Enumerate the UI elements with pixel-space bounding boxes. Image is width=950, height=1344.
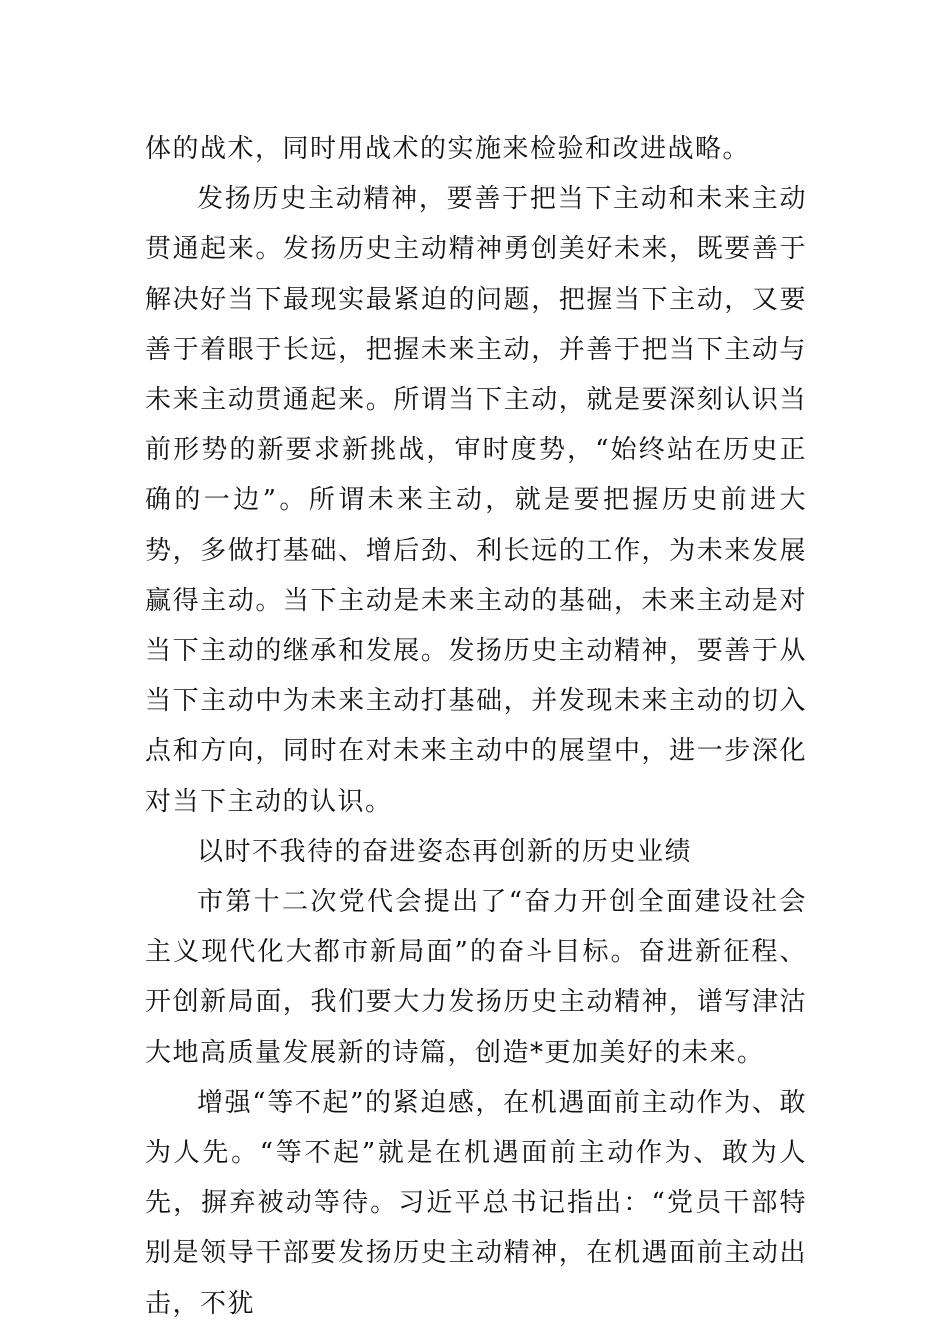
paragraph-2: 发扬历史主动精神，要善于把当下主动和未来主动贯通起来。发扬历史主动精神勇创美好未来，既要善于解决好当下最现实最紧迫的问题，把握当下主动，又要善于着眼于长远，把握未来主动，并善于把当下主动与未来主动贯通起来。所谓当下主动，就是要深刻认识当前形势的新要求新挑战，审时度势，“始终站在历史正确的一边”。所谓未来主动，就是要把握历史前进大势，多做打基础、增后劲、利长远的工作，为未来发展赢得主动。当下主动是未来主动的基础，未来主动是对当下主动的继承和发展。发扬历史主动精神，要善于从当下主动中为未来主动打基础，并发现未来主动的切入点和方向，同时在对未来主动中的展望中，进一步深化对当下主动的认识。 — [145, 184, 807, 817]
document-body — [145, 124, 807, 1329]
paragraph-4: 增强“等不起”的紧迫感，在机遇面前主动作为、敢为人先。“等不起”就是在机遇面前主动作为、敢为人先，摒弃被动等待。习近平总书记指出：“党员干部特别是领导干部要发扬历史主动精神，在机遇面前主动出击，不犹 — [145, 1087, 807, 1319]
section-heading: 以时不我待的奋进姿态再创新的历史业绩 — [197, 836, 693, 867]
paragraph-3: 市第十二次党代会提出了“奋力开创全面建设社会主义现代化大都市新局面”的奋斗目标。奋进新征程、开创新局面，我们要大力发扬历史主动精神，谱写津沽大地高质量发展新的诗篇，创造*更加美好的未来。 — [145, 887, 807, 1068]
paragraph-1: 体的战术，同时用战术的实施来检验和改进战略。 — [145, 134, 751, 164]
